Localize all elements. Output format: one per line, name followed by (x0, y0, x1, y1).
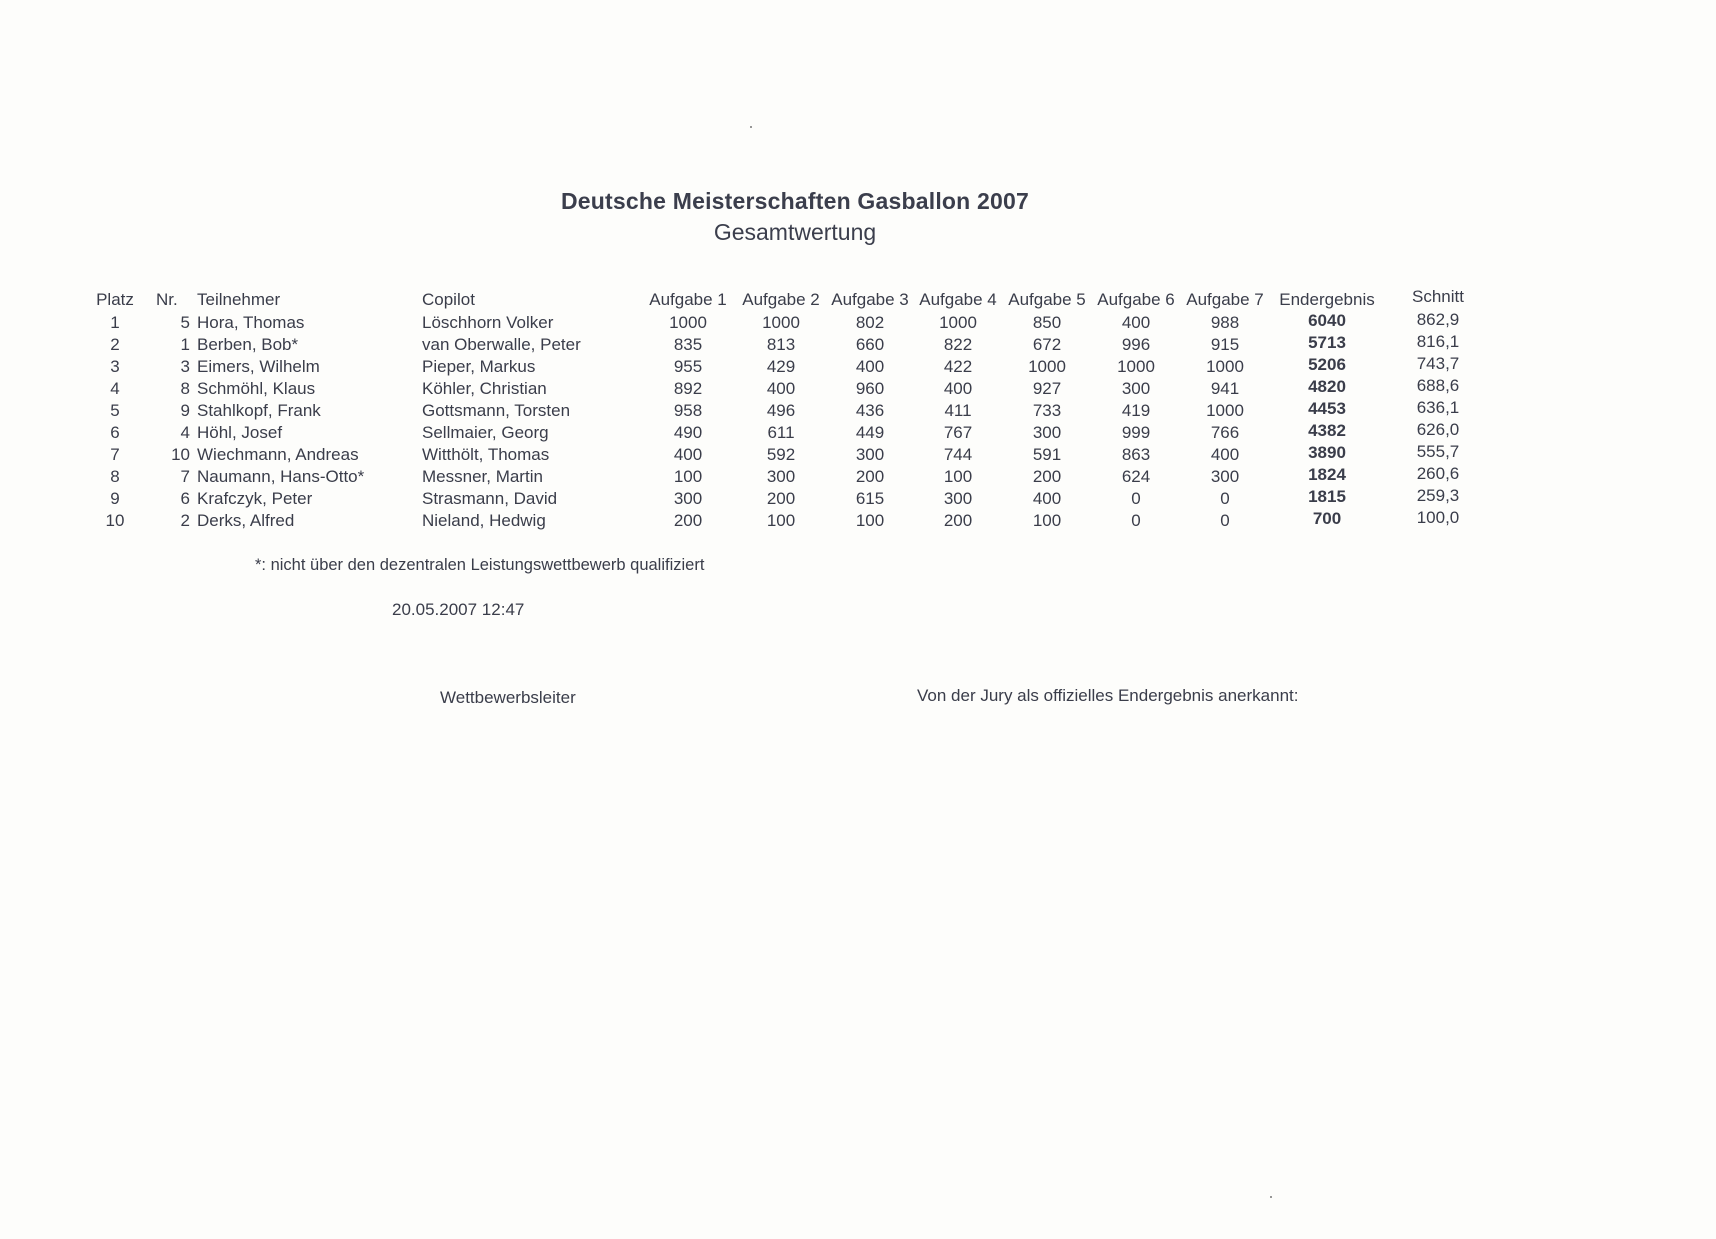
row-score-aufgabe-2: 100 (766, 511, 796, 530)
row-score-aufgabe-3: 400 (855, 357, 885, 376)
row-score-aufgabe-1: 490 (673, 423, 703, 442)
row-schnitt: 688,6 (1416, 376, 1460, 395)
row-teilnehmer: Derks, Alfred (197, 511, 295, 530)
row-score-aufgabe-5: 300 (1032, 423, 1062, 442)
row-teilnehmer: Wiechmann, Andreas (197, 445, 359, 464)
row-score-aufgabe-5: 733 (1032, 401, 1062, 420)
row-endergebnis: 4820 (1308, 377, 1346, 396)
row-score-aufgabe-3: 100 (855, 511, 885, 530)
row-endergebnis: 4382 (1308, 421, 1346, 440)
row-endergebnis: 5713 (1308, 333, 1346, 352)
row-score-aufgabe-4: 100 (943, 467, 973, 486)
row-copilot: Messner, Martin (422, 467, 543, 486)
row-score-aufgabe-7: 988 (1210, 313, 1240, 332)
row-score-aufgabe-7: 400 (1210, 445, 1240, 464)
row-score-aufgabe-6: 1000 (1117, 357, 1155, 376)
row-score-aufgabe-1: 1000 (669, 313, 707, 332)
header-nr: Nr. (156, 290, 178, 309)
row-nr: 10 (171, 445, 190, 464)
row-score-aufgabe-2: 813 (766, 335, 796, 354)
row-copilot: Pieper, Markus (422, 357, 536, 376)
scan-speck (750, 126, 752, 128)
row-nr: 2 (180, 511, 190, 530)
header-aufgabe-4: Aufgabe 4 (919, 290, 997, 309)
row-score-aufgabe-5: 850 (1032, 313, 1062, 332)
row-platz: 7 (110, 445, 120, 464)
row-schnitt: 100,0 (1416, 508, 1460, 527)
row-score-aufgabe-3: 960 (855, 379, 885, 398)
row-nr: 9 (180, 401, 190, 420)
row-score-aufgabe-1: 958 (673, 401, 703, 420)
row-score-aufgabe-4: 400 (943, 379, 973, 398)
row-score-aufgabe-2: 1000 (762, 313, 800, 332)
row-score-aufgabe-5: 927 (1032, 379, 1062, 398)
header-platz: Platz (96, 290, 134, 309)
row-endergebnis: 1815 (1308, 487, 1346, 506)
row-score-aufgabe-5: 400 (1032, 489, 1062, 508)
row-score-aufgabe-1: 300 (673, 489, 703, 508)
row-teilnehmer: Naumann, Hans-Otto* (197, 467, 365, 486)
row-teilnehmer: Berben, Bob* (197, 335, 299, 354)
row-score-aufgabe-6: 0 (1131, 511, 1141, 530)
row-score-aufgabe-4: 1000 (939, 313, 977, 332)
row-nr: 3 (180, 357, 190, 376)
row-score-aufgabe-6: 996 (1121, 335, 1151, 354)
row-teilnehmer: Krafczyk, Peter (197, 489, 313, 508)
row-schnitt: 862,9 (1416, 310, 1460, 329)
row-score-aufgabe-5: 672 (1032, 335, 1062, 354)
header-aufgabe-3: Aufgabe 3 (831, 290, 909, 309)
row-score-aufgabe-2: 400 (766, 379, 796, 398)
row-platz: 3 (110, 357, 120, 376)
row-endergebnis: 3890 (1308, 443, 1346, 462)
row-score-aufgabe-6: 419 (1121, 401, 1151, 420)
row-nr: 7 (180, 467, 190, 486)
row-score-aufgabe-6: 863 (1121, 445, 1151, 464)
header-copilot: Copilot (422, 290, 475, 309)
row-schnitt: 260,6 (1416, 464, 1460, 483)
row-score-aufgabe-3: 615 (855, 489, 885, 508)
row-score-aufgabe-3: 200 (855, 467, 885, 486)
row-score-aufgabe-5: 591 (1032, 445, 1062, 464)
row-score-aufgabe-6: 300 (1121, 379, 1151, 398)
row-score-aufgabe-1: 835 (673, 335, 703, 354)
row-score-aufgabe-2: 200 (766, 489, 796, 508)
row-endergebnis: 5206 (1308, 355, 1346, 374)
row-teilnehmer: Schmöhl, Klaus (197, 379, 316, 398)
row-score-aufgabe-4: 422 (943, 357, 973, 376)
row-score-aufgabe-4: 300 (943, 489, 973, 508)
row-schnitt: 555,7 (1416, 442, 1460, 461)
header-aufgabe-5: Aufgabe 5 (1008, 290, 1086, 309)
row-copilot: van Oberwalle, Peter (422, 335, 581, 354)
row-score-aufgabe-4: 411 (944, 401, 972, 420)
row-schnitt: 636,1 (1416, 398, 1460, 417)
row-endergebnis: 1824 (1308, 465, 1346, 484)
row-teilnehmer: Hora, Thomas (197, 313, 305, 332)
row-nr: 5 (180, 313, 190, 332)
row-score-aufgabe-7: 941 (1210, 379, 1240, 398)
row-score-aufgabe-3: 660 (855, 335, 885, 354)
row-nr: 8 (180, 379, 190, 398)
results-table (0, 0, 1716, 560)
signature-label-competition-director: Wettbewerbsleiter (440, 688, 576, 707)
header-endergebnis: Endergebnis (1279, 290, 1375, 309)
row-score-aufgabe-5: 200 (1032, 467, 1062, 486)
row-score-aufgabe-7: 1000 (1206, 401, 1244, 420)
row-nr: 1 (180, 335, 190, 354)
row-platz: 8 (110, 467, 120, 486)
row-score-aufgabe-7: 300 (1210, 467, 1240, 486)
row-score-aufgabe-4: 767 (943, 423, 973, 442)
header-schnitt: Schnitt (1412, 287, 1464, 306)
row-score-aufgabe-7: 766 (1210, 423, 1240, 442)
signature-label-jury: Von der Jury als offizielles Endergebnis anerkannt: (917, 686, 1299, 705)
row-platz: 4 (110, 379, 120, 398)
row-copilot: Gottsmann, Torsten (422, 401, 571, 420)
row-score-aufgabe-6: 0 (1131, 489, 1141, 508)
row-score-aufgabe-6: 999 (1121, 423, 1151, 442)
row-platz: 6 (110, 423, 120, 442)
row-copilot: Löschhorn Volker (422, 313, 554, 332)
row-teilnehmer: Höhl, Josef (197, 423, 283, 442)
row-score-aufgabe-3: 436 (855, 401, 885, 420)
row-nr: 4 (180, 423, 190, 442)
row-copilot: Nieland, Hedwig (422, 511, 546, 530)
row-score-aufgabe-1: 400 (673, 445, 703, 464)
row-score-aufgabe-5: 100 (1032, 511, 1062, 530)
row-score-aufgabe-1: 200 (673, 511, 703, 530)
row-copilot: Strasmann, David (422, 489, 558, 508)
row-endergebnis: 4453 (1308, 399, 1346, 418)
row-platz: 10 (105, 511, 125, 530)
row-score-aufgabe-1: 955 (673, 357, 703, 376)
row-score-aufgabe-1: 892 (673, 379, 703, 398)
row-score-aufgabe-3: 449 (855, 423, 885, 442)
row-score-aufgabe-1: 100 (673, 467, 703, 486)
row-schnitt: 626,0 (1416, 420, 1460, 439)
row-score-aufgabe-4: 200 (943, 511, 973, 530)
row-copilot: Köhler, Christian (422, 379, 547, 398)
row-score-aufgabe-7: 915 (1210, 335, 1240, 354)
row-score-aufgabe-7: 0 (1220, 511, 1230, 530)
row-teilnehmer: Stahlkopf, Frank (197, 401, 321, 420)
row-score-aufgabe-6: 624 (1121, 467, 1151, 486)
row-copilot: Witthölt, Thomas (422, 445, 550, 464)
document-title: Deutsche Meisterschaften Gasballon 2007 (561, 188, 1029, 214)
row-score-aufgabe-4: 744 (943, 445, 973, 464)
row-platz: 9 (110, 489, 120, 508)
row-endergebnis: 700 (1312, 509, 1342, 528)
scan-speck (1270, 1196, 1272, 1198)
row-copilot: Sellmaier, Georg (422, 423, 549, 442)
row-score-aufgabe-2: 496 (766, 401, 796, 420)
header-aufgabe-6: Aufgabe 6 (1097, 290, 1175, 309)
row-score-aufgabe-6: 400 (1121, 313, 1151, 332)
row-schnitt: 816,1 (1416, 332, 1460, 351)
row-score-aufgabe-5: 1000 (1028, 357, 1066, 376)
row-endergebnis: 6040 (1308, 311, 1346, 330)
row-platz: 2 (110, 335, 120, 354)
row-schnitt: 743,7 (1416, 354, 1460, 373)
row-score-aufgabe-3: 300 (855, 445, 885, 464)
row-score-aufgabe-2: 429 (766, 357, 796, 376)
row-score-aufgabe-2: 300 (766, 467, 796, 486)
row-teilnehmer: Eimers, Wilhelm (197, 357, 320, 376)
document-subtitle: Gesamtwertung (713, 219, 877, 245)
row-schnitt: 259,3 (1416, 486, 1460, 505)
footnote: *: nicht über den dezentralen Leistungswettbewerb qualifiziert (255, 556, 705, 574)
header-aufgabe-1: Aufgabe 1 (649, 290, 727, 309)
row-score-aufgabe-4: 822 (943, 335, 973, 354)
row-platz: 5 (110, 401, 120, 420)
header-teilnehmer: Teilnehmer (197, 290, 281, 309)
row-platz: 1 (110, 313, 120, 332)
header-aufgabe-7: Aufgabe 7 (1186, 290, 1264, 309)
row-score-aufgabe-2: 611 (767, 423, 795, 442)
print-datetime: 20.05.2007 12:47 (392, 600, 525, 619)
row-score-aufgabe-3: 802 (855, 313, 885, 332)
row-score-aufgabe-2: 592 (766, 445, 796, 464)
row-nr: 6 (180, 489, 190, 508)
row-score-aufgabe-7: 0 (1220, 489, 1230, 508)
header-aufgabe-2: Aufgabe 2 (742, 290, 820, 309)
row-score-aufgabe-7: 1000 (1206, 357, 1244, 376)
